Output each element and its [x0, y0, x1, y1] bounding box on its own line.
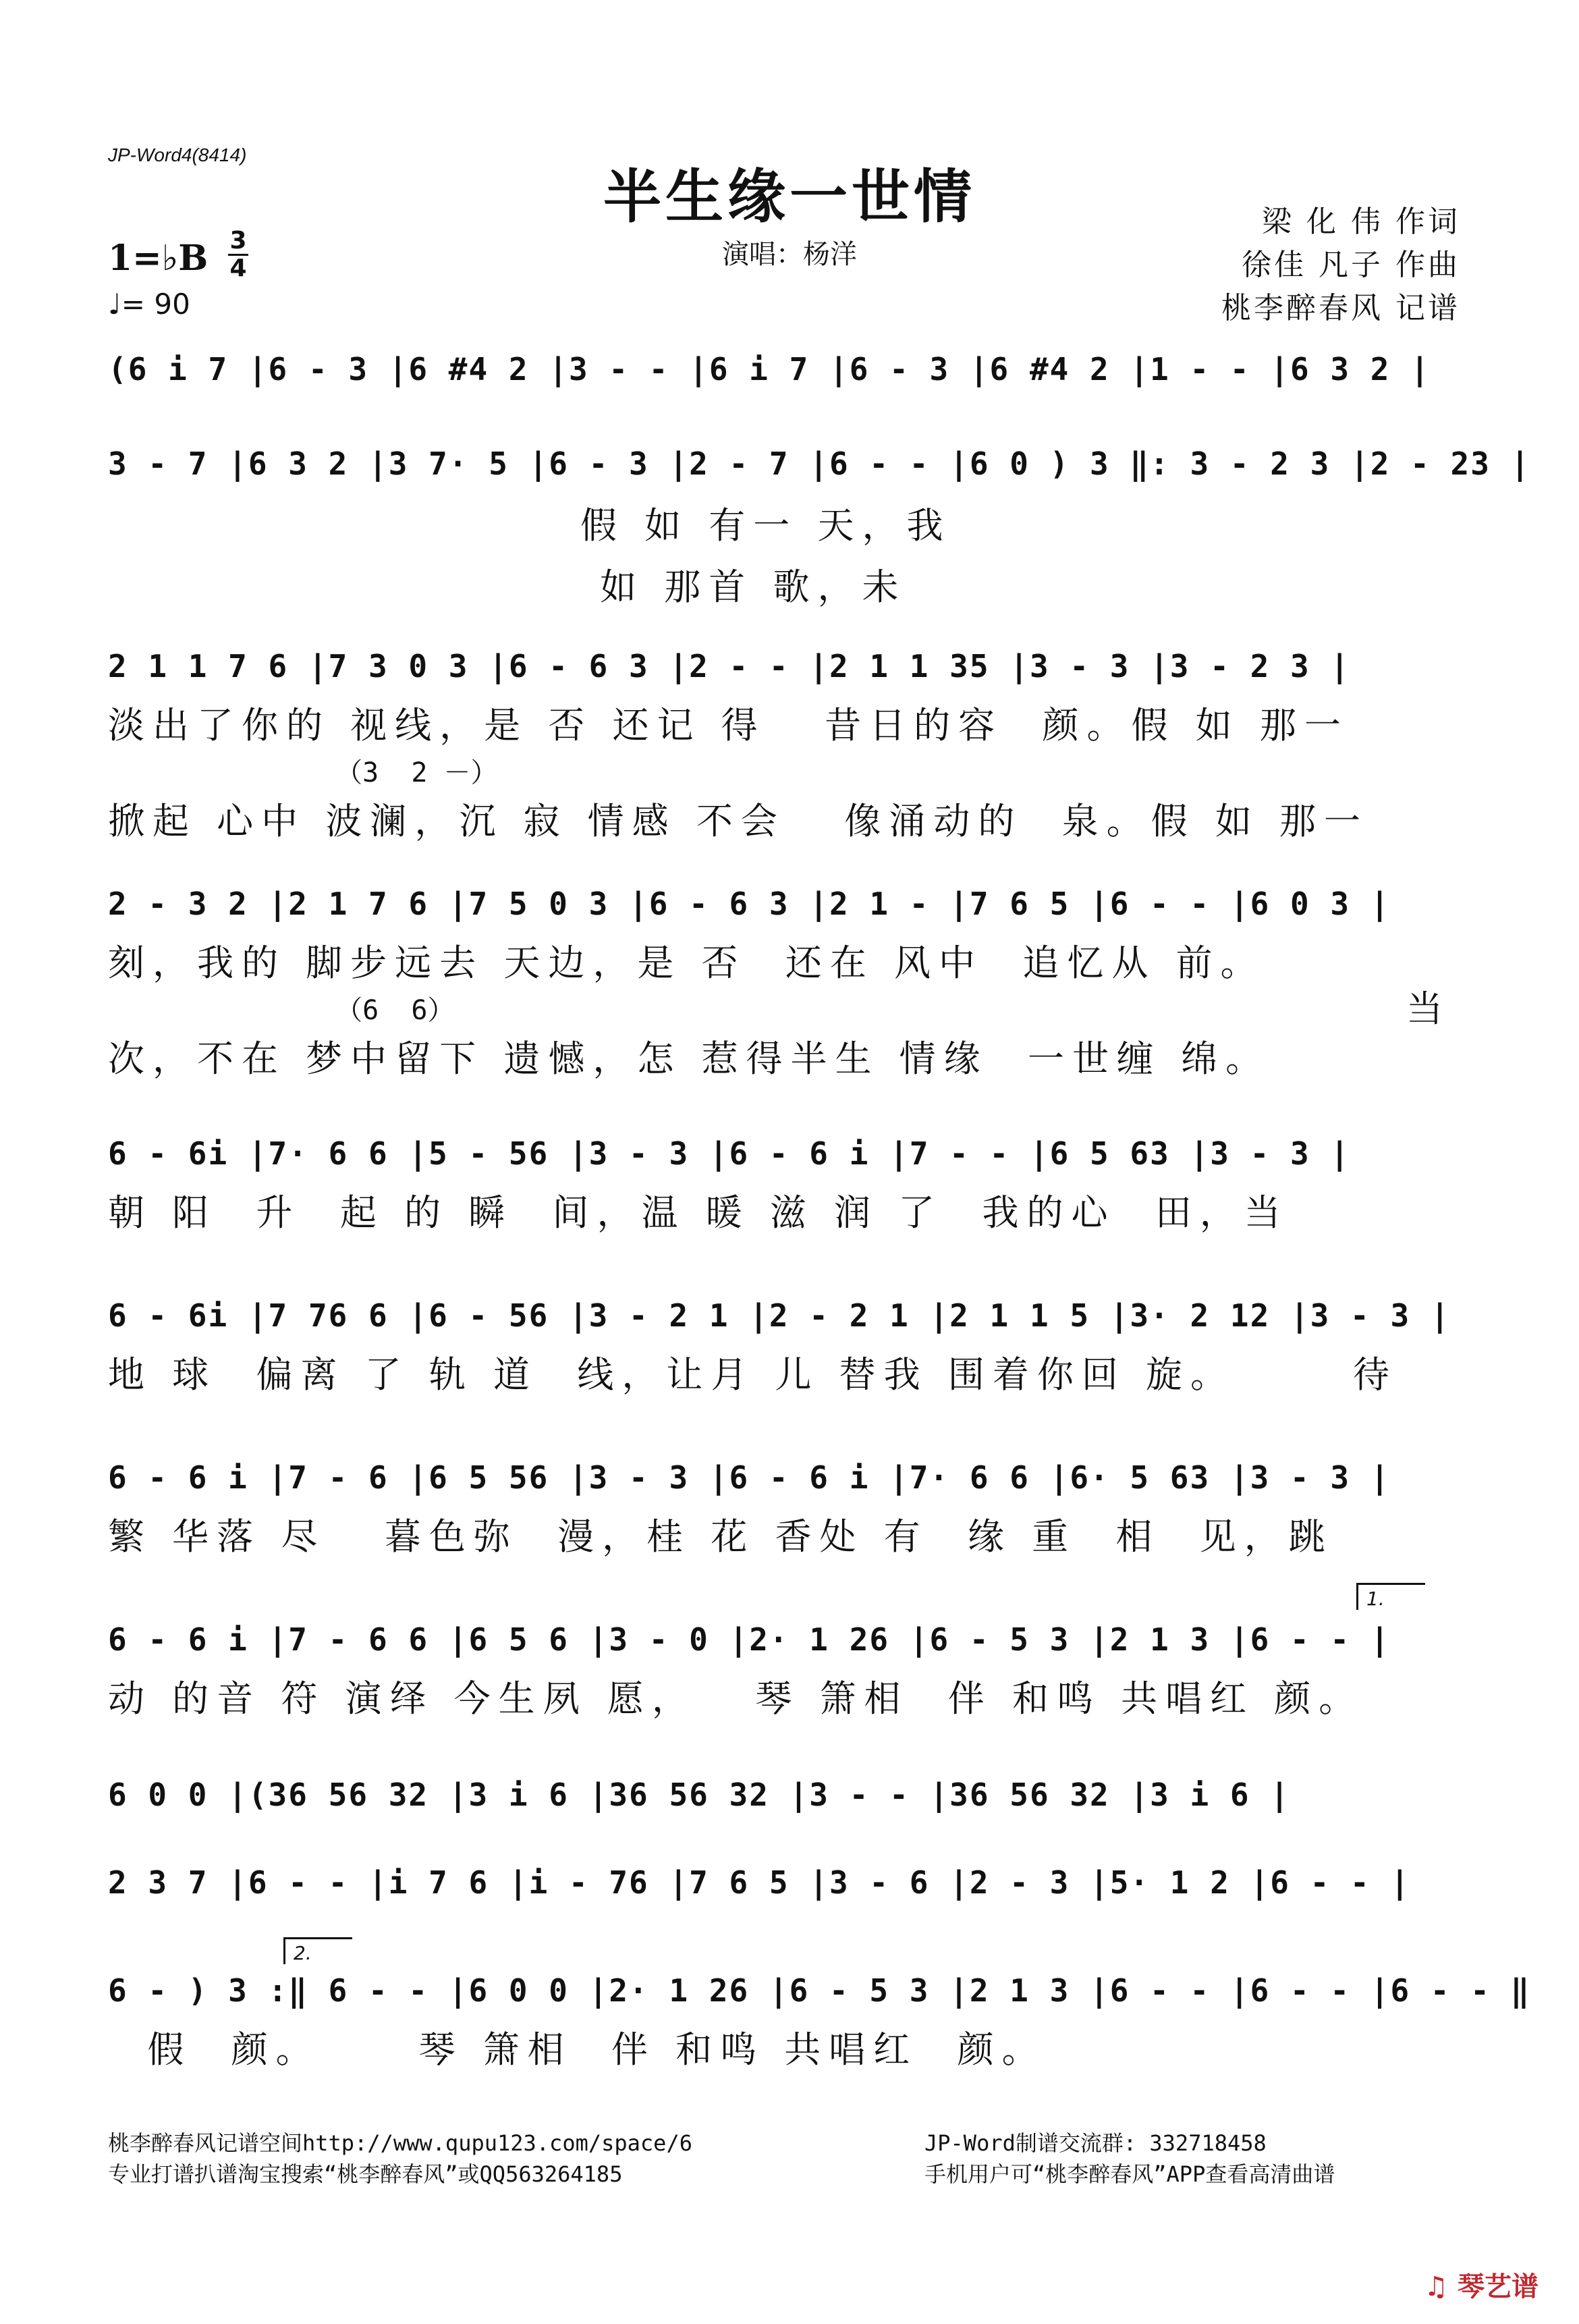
score-line: [108, 648, 1458, 844]
notes-line: 2 1 1 7 6 |7 3 0 3 |6 - 6 3 |2 - - |2 1 1 35 |3 - 3 |3 - 2 3 |: [108, 648, 1351, 684]
alt-notes: （3 2 －）: [108, 757, 498, 788]
lyric-line: 假 颜。 琴 箫相 伴 和鸣 共唱红 颜。: [108, 2028, 1047, 2071]
lyric-line: 地 球 偏离 了 轨 道 线，让月 儿 替我 围着你回 旋。 待: [108, 1353, 1397, 1396]
notes-line: 3 - 7 |6 3 2 |3 7· 5 |6 - 3 |2 - 7 |6 - - |6 0 ) 3 ‖: 3 - 2 3 |2 - 23 |: [108, 445, 1531, 482]
singer: 演唱：杨洋: [722, 239, 857, 270]
score-line: [108, 1297, 1458, 1398]
notes-line: (6 i 7 |6 - 3 |6 #4 2 |3 - - |6 i 7 |6 - 3 |6 #4 2 |1 - - |6 3 2 |: [108, 351, 1431, 387]
software-label: JP-Word4(8414): [108, 144, 247, 165]
lyric-line: 掀起 心中 波澜，沉 寂 情感 不会 像涌动的 泉。假 如 那一: [108, 800, 1368, 842]
transcriber-credit: 桃李醉春风 记谱: [1221, 291, 1460, 325]
lyric-line: 淡出了你的 视线，是 否 还记 得 昔日的容 颜。假 如 那一: [108, 704, 1349, 747]
notes-line: 6 - 6 i |7 - 6 6 |6 5 6 |3 - 0 |2· 1 26 |6 - 5 3 |2 1 3 |6 - - |: [108, 1621, 1391, 1658]
lyric-line: 繁 华落 尽 暮色弥 漫，桂 花 香处 有 缘 重 相 见，跳: [108, 1515, 1333, 1558]
notes-line: 6 - ) 3 :‖ 6 - - |6 0 0 |2· 1 26 |6 - 5 3 |2 1 3 |6 - - |6 - - |6 - - ‖: [108, 1972, 1531, 2009]
lyric-line: 动 的音 符 演绎 今生夙 愿， 琴 箫相 伴 和鸣 共唱红 颜。: [108, 1677, 1364, 1720]
notes-line: 6 0 0 |(36 56 32 |3 i 6 |36 56 32 |3 - - |36 56 32 |3 i 6 |: [108, 1777, 1290, 1813]
score-line: [108, 1864, 1458, 1901]
footer-left-1: 桃李醉春风记谱空间http://www.qupu123.com/space/6: [108, 2130, 692, 2156]
score-line: [108, 1459, 1458, 1560]
volta-2: 2.: [283, 1937, 352, 1964]
score-line: [108, 1621, 1458, 1722]
time-sig-numerator: 3: [229, 227, 247, 254]
score-line: [108, 351, 1458, 387]
score-line: [108, 1135, 1458, 1236]
lyric-line: 次，不在 梦中留下 遗憾，怎 惹得半生 情缘 一世缠 绵。: [108, 1037, 1271, 1080]
score-line: [108, 1777, 1458, 1813]
tempo-marking: ♩= 90: [108, 288, 190, 321]
lyric-line: 刻，我的 脚步远去 天边，是 否 还在 风中 追忆从 前。: [108, 942, 1265, 984]
side-lyric: 当: [1406, 988, 1451, 1030]
watermark-text: 琴艺谱: [1458, 2271, 1539, 2302]
lyric-line: 如 那首 歌，未: [108, 566, 907, 608]
score-line: [108, 1972, 1531, 2073]
score-line: [108, 445, 1531, 610]
volta-1: 1.: [1356, 1583, 1425, 1610]
time-sig-denominator: 4: [229, 254, 247, 282]
watermark-logo: [1424, 2265, 1539, 2304]
score-line: [108, 886, 1458, 1082]
song-title: 半生缘一世情: [603, 163, 976, 231]
composer-credit: 徐佳 凡子 作曲: [1242, 248, 1460, 282]
lyricist-credit: 梁 化 伟 作词: [1262, 205, 1460, 239]
lyric-line: 朝 阳 升 起 的 瞬 间，温 暖 滋 润 了 我的心 田，当: [108, 1191, 1289, 1234]
key-signature: 1=♭B: [108, 238, 209, 279]
lyric-line: 假 如 有一 天，我: [108, 504, 951, 547]
alt-notes: （6 6）: [108, 995, 455, 1026]
notes-line: 6 - 6 i |7 - 6 |6 5 56 |3 - 3 |6 - 6 i |7· 6 6 |6· 5 63 |3 - 3 |: [108, 1459, 1391, 1496]
footer-right-2: 手机用户可“桃李醉春风”APP查看高清曲谱: [924, 2161, 1335, 2187]
time-signature: [228, 228, 248, 281]
notes-line: 2 3 7 |6 - - |i 7 6 |i - 76 |7 6 5 |3 - 6 |2 - 3 |5· 1 2 |6 - - |: [108, 1864, 1411, 1901]
notes-line: 2 - 3 2 |2 1 7 6 |7 5 0 3 |6 - 6 3 |2 1 - |7 6 5 |6 - - |6 0 3 |: [108, 886, 1391, 922]
notes-line: 6 - 6i |7· 6 6 |5 - 56 |3 - 3 |6 - 6 i |7 - - |6 5 63 |3 - 3 |: [108, 1135, 1351, 1172]
footer-right-1: JP-Word制谱交流群: 332718458: [924, 2130, 1267, 2156]
footer-left-2: 专业打谱扒谱淘宝搜索“桃李醉春风”或QQ563264185: [108, 2161, 623, 2187]
logo-icon: ♫: [1424, 2271, 1449, 2302]
notes-line: 6 - 6i |7 76 6 |6 - 56 |3 - 2 1 |2 - 2 1 |2 1 1 5 |3· 2 12 |3 - 3 |: [108, 1297, 1451, 1334]
